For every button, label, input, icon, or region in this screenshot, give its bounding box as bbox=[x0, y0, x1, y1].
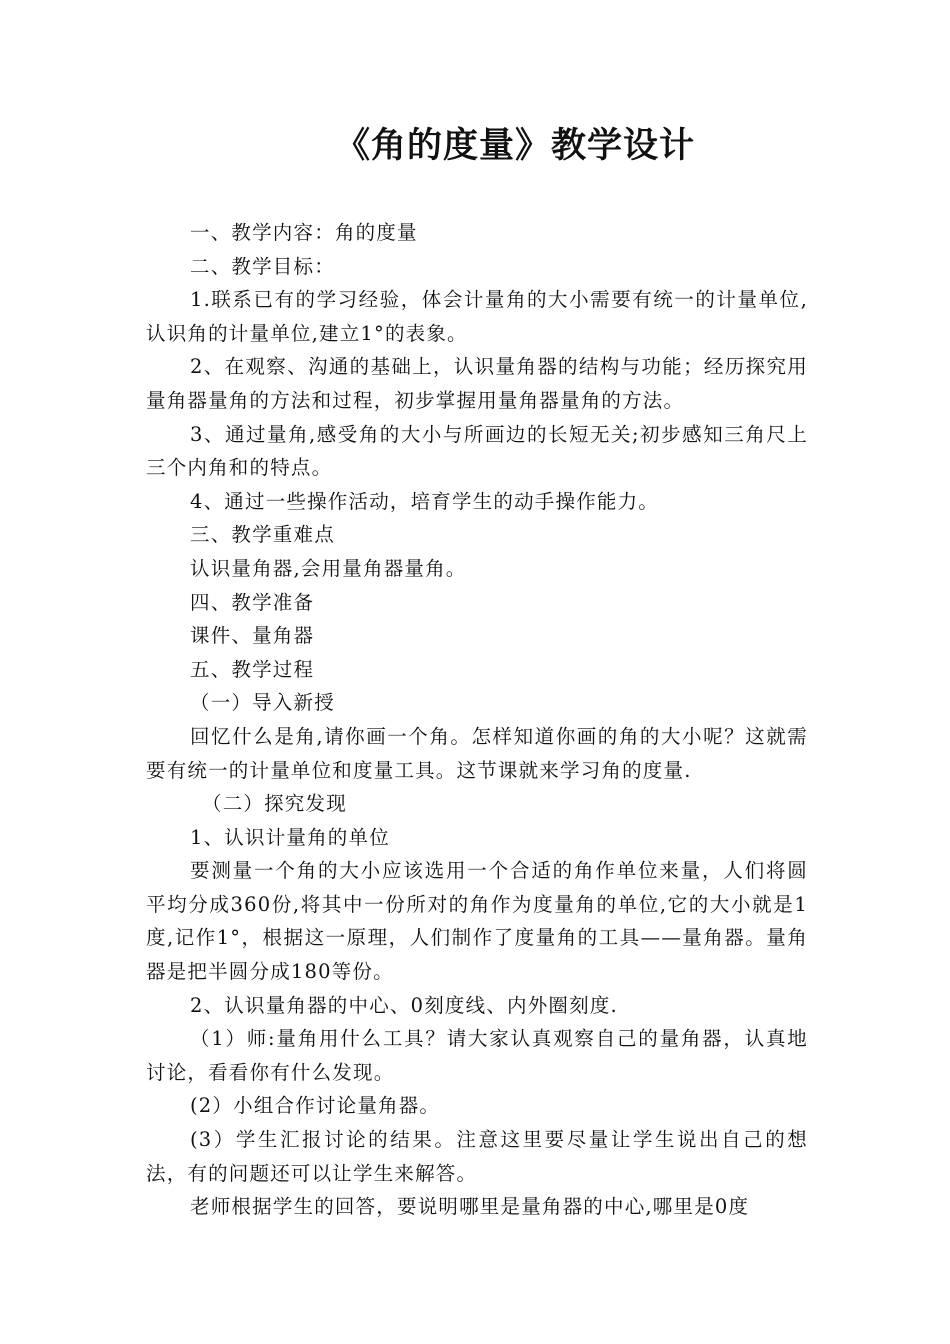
subsection-heading: 1、认识计量角的单位 bbox=[190, 825, 390, 849]
section-heading: 五、教学过程 bbox=[190, 657, 315, 681]
paragraph: 2、在观察、沟通的基础上，认识量角器的结构与功能；经历探究用量角器量角的方法和过程，初步掌握用量角器量角的方法。 bbox=[146, 355, 808, 412]
paragraph: (2）小组合作讨论量角器。 bbox=[190, 1094, 441, 1118]
section-heading: 一、教学内容：角的度量 bbox=[190, 221, 418, 244]
section-heading: 三、教学重难点 bbox=[190, 523, 335, 547]
paragraph: 4、通过一些操作活动，培育学生的动手操作能力。 bbox=[190, 489, 660, 513]
paragraph: 课件、量角器 bbox=[190, 624, 315, 648]
paragraph: 认识量角器,会用量角器量角。 bbox=[190, 556, 467, 580]
section-heading: 二、教学目标： bbox=[190, 254, 335, 278]
document-title: 《角的度量》教学设计 bbox=[334, 126, 695, 166]
subsection-heading: （一）导入新授 bbox=[190, 691, 335, 715]
paragraph: (3）学生汇报讨论的结果。注意这里要尽量让学生说出自己的想法，有的问题还可以让学生来解答。 bbox=[146, 1128, 808, 1185]
paragraph: （1）师:量角用什么工具？请大家认真观察自己的量角器，认真地讨论，看看你有什么发现。 bbox=[146, 1027, 808, 1084]
paragraph: 要测量一个角的大小应该选用一个合适的角作单位来量，人们将圆平均分成360份,将其中一份所对的角作为度量角的单位,它的大小就是1度,记作1°，根据这一原理，人们制作了度量角的工具——量角器。量角器是把半圆分成180等份。 bbox=[146, 859, 808, 984]
paragraph: 回忆什么是角,请你画一个角。怎样知道你画的角的大小呢？这就需要有统一的计量单位和度量工具。这节课就来学习角的度量. bbox=[146, 724, 808, 782]
paragraph: 3、通过量角,感受角的大小与所画边的长短无关;初步感知三角尺上三个内角和的特点。 bbox=[146, 422, 808, 480]
subsection-heading: （二）探究发现 bbox=[202, 792, 347, 816]
paragraph: 老师根据学生的回答，要说明哪里是量角器的中心,哪里是0度 bbox=[190, 1195, 750, 1219]
document-body bbox=[146, 216, 808, 1224]
section-heading: 四、教学准备 bbox=[190, 590, 315, 614]
paragraph: 1.联系已有的学习经验，体会计量角的大小需要有统一的计量单位,认识角的计量单位,建立1°的表象。 bbox=[146, 288, 808, 345]
paragraph: 2、认识量角器的中心、0刻度线、内外圈刻度. bbox=[190, 993, 618, 1017]
